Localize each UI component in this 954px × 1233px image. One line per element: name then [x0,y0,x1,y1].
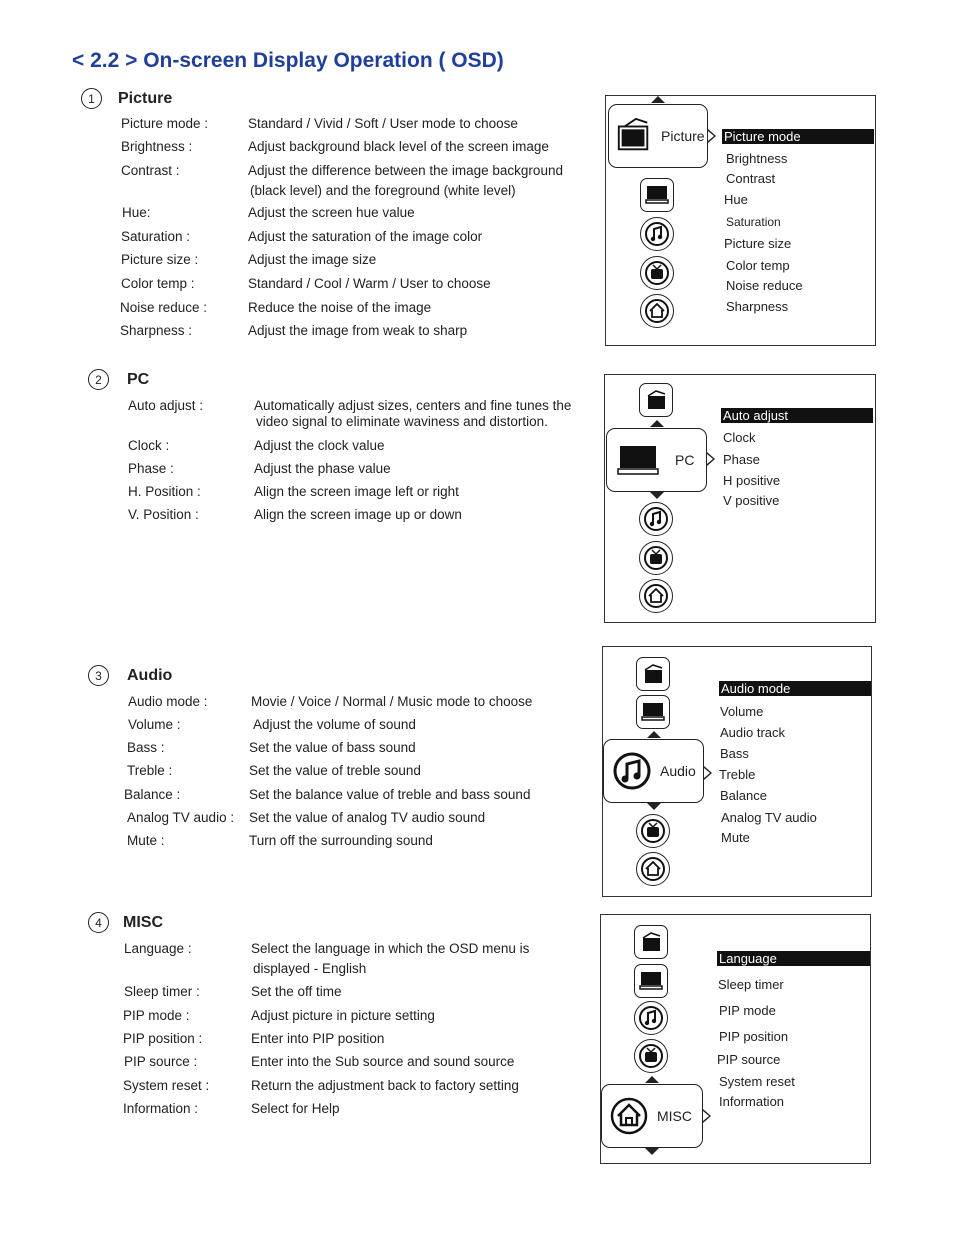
section-header-audio [88,665,172,686]
menu-item-pip-mode[interactable]: PIP mode [719,1003,776,1018]
section-header-pc [88,369,149,390]
section-title: Audio [127,666,173,684]
tv-icon[interactable] [640,256,674,290]
tv-icon[interactable] [634,1039,668,1073]
home-icon[interactable] [639,579,673,613]
menu-item-system-reset[interactable]: System reset [719,1074,795,1089]
menu-tab-label: Picture [661,128,705,144]
menu-item-saturation[interactable]: Saturation [726,215,781,229]
section-header-misc [88,912,163,933]
menu-item-contrast[interactable]: Contrast [726,171,776,186]
menu-item-treble[interactable]: Treble [719,767,756,782]
picture-icon[interactable] [634,925,668,959]
menu-item-bass[interactable]: Bass [720,746,749,761]
section-title: Picture [118,89,173,107]
audio-icon[interactable] [639,502,673,536]
menu-item-audio-track[interactable]: Audio track [720,725,786,740]
scroll-up-icon [645,1076,659,1083]
section-number: 3 [88,665,109,686]
menu-item-analog-tv-audio[interactable]: Analog TV audio [721,810,817,825]
section-title: MISC [123,913,163,931]
audio-icon [612,751,652,791]
audio-icon[interactable] [634,1001,668,1035]
menu-item-pip-position[interactable]: PIP position [719,1029,789,1044]
menu-item-sleep-timer[interactable]: Sleep timer [718,977,784,992]
section-number: 4 [88,912,109,933]
scroll-down-icon [647,803,661,810]
menu-item-h-positive[interactable]: H positive [723,473,781,488]
menu-item-mute[interactable]: Mute [721,830,750,845]
pc-icon[interactable] [636,695,670,729]
menu-item-language[interactable]: Language [717,951,870,966]
scroll-up-icon [650,420,664,427]
menu-item-sharpness[interactable]: Sharpness [726,299,789,314]
section-number: 1 [81,88,102,109]
chevron-right-icon [703,1109,711,1123]
menu-item-balance[interactable]: Balance [720,788,767,803]
menu-item-noise-reduce[interactable]: Noise reduce [726,278,803,293]
home-icon [609,1096,649,1136]
menu-item-volume[interactable]: Volume [720,704,764,719]
menu-item-information[interactable]: Information [719,1094,785,1109]
menu-item-hue[interactable]: Hue [724,192,748,207]
menu-item-picture-mode[interactable]: Picture mode [722,129,874,144]
pc-icon [615,442,661,478]
section-title: PC [127,370,150,388]
menu-tab-label: MISC [657,1108,692,1124]
pc-icon[interactable] [634,964,668,998]
picture-icon[interactable] [636,657,670,691]
menu-tab-misc[interactable] [601,1084,703,1148]
pc-icon[interactable] [640,178,674,212]
scroll-down-icon [645,1148,659,1155]
home-icon[interactable] [636,852,670,886]
picture-icon [615,117,653,155]
scroll-down-icon [650,492,664,499]
tv-icon[interactable] [636,814,670,848]
osd-panel-picture [605,95,876,346]
section-number: 2 [88,369,109,390]
menu-item-v-positive[interactable]: V positive [723,493,780,508]
menu-tab-label: Audio [660,763,696,779]
picture-icon[interactable] [639,383,673,417]
menu-item-auto-adjust[interactable]: Auto adjust [721,408,873,423]
audio-icon[interactable] [640,217,674,251]
chevron-right-icon [707,452,715,466]
menu-item-color-temp[interactable]: Color temp [726,258,790,273]
menu-item-clock[interactable]: Clock [723,430,756,445]
osd-panel-pc [604,374,876,623]
chevron-right-icon [708,129,716,143]
menu-item-phase[interactable]: Phase [723,452,760,467]
home-icon[interactable] [640,294,674,328]
menu-tab-audio[interactable] [603,739,704,803]
scroll-up-icon [647,731,661,738]
menu-tab-label: PC [675,452,695,468]
osd-panel-misc [600,914,871,1164]
menu-tab-picture[interactable] [608,104,708,168]
scroll-up-icon [651,96,665,103]
menu-tab-pc[interactable] [606,428,707,492]
menu-item-brightness[interactable]: Brightness [726,151,788,166]
menu-item-picture-size[interactable]: Picture size [724,236,792,251]
osd-panel-audio [602,646,872,897]
menu-item-pip-source[interactable]: PIP source [717,1052,781,1067]
page-title: < 2.2 > On-screen Display Operation ( OSD) [72,49,504,72]
section-header-picture [81,88,172,109]
tv-icon[interactable] [639,541,673,575]
chevron-right-icon [704,766,712,780]
menu-item-audio-mode[interactable]: Audio mode [719,681,871,696]
